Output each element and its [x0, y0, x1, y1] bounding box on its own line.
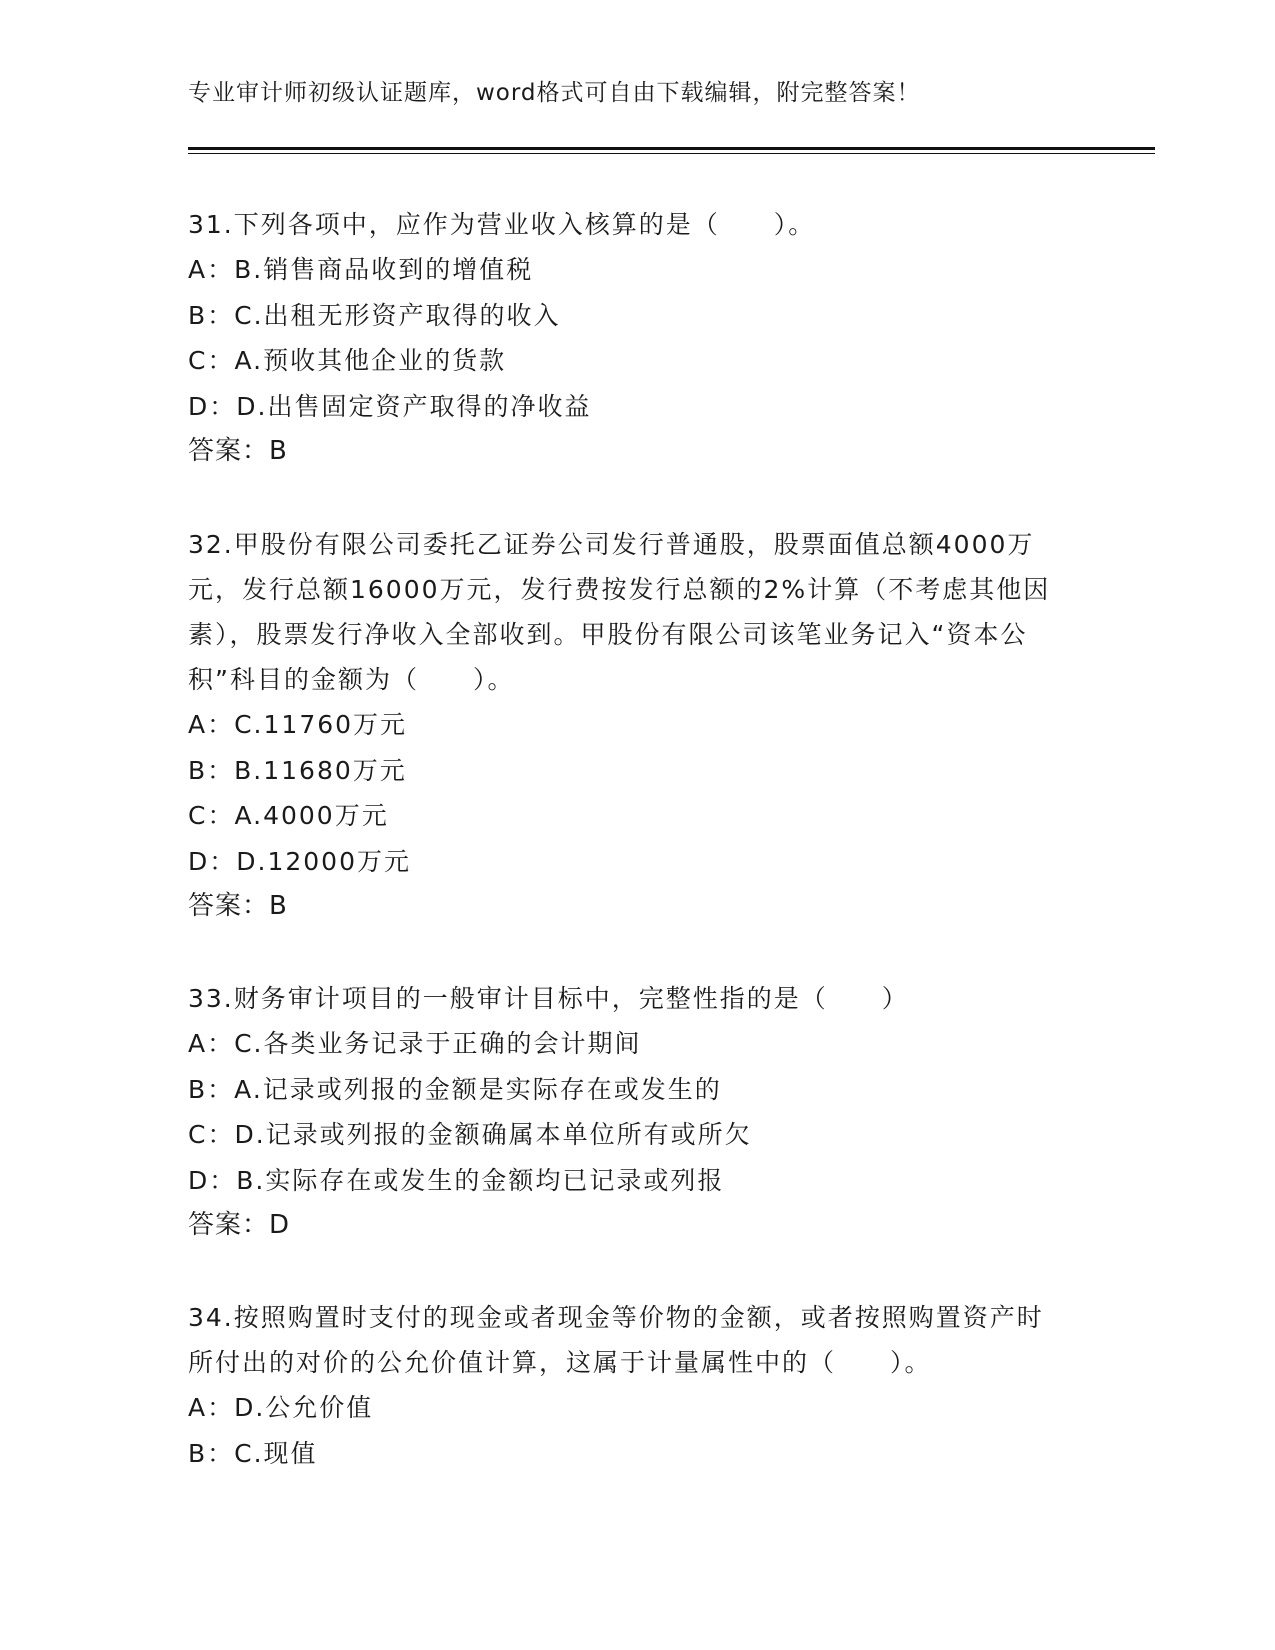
answer-line: 答案：D — [188, 1210, 291, 1240]
option-d: D：D.12000万元 — [188, 846, 411, 876]
option-c: C：A.4000万元 — [188, 801, 389, 830]
option-a: A：C.11760万元 — [188, 710, 408, 739]
option-b: B：A.记录或列报的金额是实际存在或发生的 — [188, 1074, 722, 1104]
page-header: 专业审计师初级认证题库，word格式可自由下载编辑，附完整答案！ — [188, 80, 921, 106]
question-stem: 33.财务审计项目的一般审计目标中，完整性指的是（ ） — [188, 984, 909, 1013]
question-32 — [188, 522, 1068, 929]
question-stem: 31.下列各项中，应作为营业收入核算的是（ ）。 — [188, 210, 816, 239]
answer-line: 答案：B — [188, 436, 288, 466]
question-34 — [188, 1295, 1068, 1476]
option-b: B：C.现值 — [188, 1438, 318, 1468]
option-d: D：D.出售固定资产取得的净收益 — [188, 391, 592, 421]
option-a: A：B.销售商品收到的增值税 — [188, 255, 534, 284]
question-33 — [188, 976, 1068, 1248]
question-stem: 34.按照购置时支付的现金或者现金等价物的金额，或者按照购置资产时所付出的对价的公允价值计算，这属于计量属性中的（ ）。 — [188, 1303, 1044, 1377]
option-c: C：A.预收其他企业的货款 — [188, 346, 507, 375]
option-b: B：B.11680万元 — [188, 755, 407, 785]
question-31 — [188, 202, 1068, 474]
header-divider — [188, 147, 1155, 150]
option-c: C：D.记录或列报的金额确属本单位所有或所欠 — [188, 1120, 752, 1149]
option-a: A：D.公允价值 — [188, 1393, 374, 1422]
option-d: D：B.实际存在或发生的金额均已记录或列报 — [188, 1165, 725, 1195]
option-a: A：C.各类业务记录于正确的会计期间 — [188, 1029, 642, 1058]
option-b: B：C.出租无形资产取得的收入 — [188, 300, 561, 330]
answer-line: 答案：B — [188, 891, 288, 921]
header-divider-thin — [188, 153, 1155, 154]
question-stem: 32.甲股份有限公司委托乙证券公司发行普通股，股票面值总额4000万元，发行总额16000万元，发行费按发行总额的2%计算（不考虑其他因素），股票发行净收入全部收到。甲股份有限公司该笔业务记入“资本公积”科目的金额为（ ）。 — [188, 530, 1051, 694]
